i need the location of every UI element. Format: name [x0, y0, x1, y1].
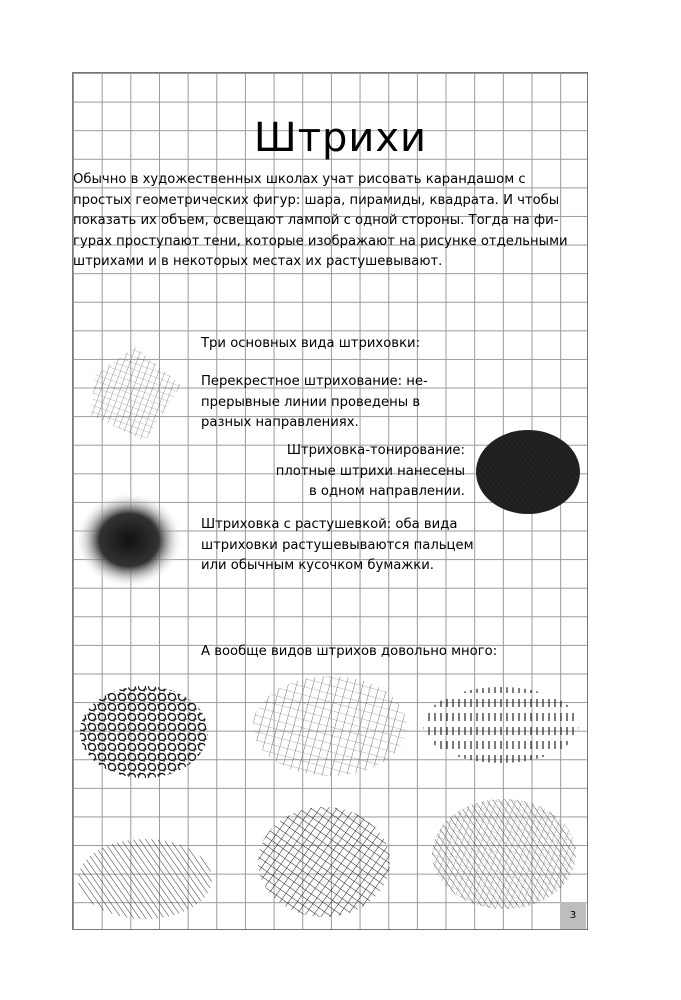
cross-hatching-sample	[85, 345, 185, 445]
text-line: или обычным кусочком бумажки.	[201, 558, 434, 573]
scribble-stroke-sample	[428, 795, 580, 913]
page-title: Штрихи	[253, 114, 428, 161]
intro-line: показать их объем, освещают лампой с одной стороны. Тогда на фи-	[73, 213, 559, 228]
text-line: штриховки растушевываются пальцем	[201, 537, 474, 553]
text-line: разных направлениях.	[201, 415, 359, 430]
light-crosshatch-sample	[250, 672, 410, 780]
hatching-heading: Три основных вида штриховки:	[201, 336, 421, 351]
text-line: в одном направлении.	[308, 484, 465, 499]
text-line: плотные штрихи нанесены	[275, 463, 465, 479]
curl-stroke-sample	[77, 682, 212, 782]
vertical-stroke-sample	[420, 683, 582, 768]
intro-line: простых геометрических фигур: шара, пирамиды, квадрата. И чтобы	[73, 192, 560, 208]
intro-paragraph	[73, 170, 585, 273]
diagonal-stroke-sample	[75, 835, 215, 923]
intro-line: гурах проступают тени, которые изображают на рисунке отдельными	[73, 233, 568, 249]
blend-hatching-text	[201, 515, 474, 577]
text-line: Штриховка с растушевкой: оба вида	[201, 517, 458, 532]
intro-line: штрихами и в некоторых местах их растушевывают.	[73, 254, 443, 269]
many-types-text: А вообще видов штрихов довольно много:	[201, 644, 498, 659]
text-line: Штриховка-тонирование:	[286, 443, 465, 458]
tone-hatching-text	[250, 441, 465, 503]
tone-hatching-sample	[472, 425, 584, 520]
page-number: 3	[560, 902, 586, 929]
text-line: прерывные линии проведены в	[201, 394, 421, 410]
intro-line: Обычно в художественных школах учат рисовать карандашом с	[73, 172, 526, 187]
blended-hatching-sample	[72, 488, 187, 593]
dense-crosshatch-sample	[255, 803, 393, 921]
cross-hatching-text	[201, 372, 428, 434]
text-line: Перекрестное штрихование: не-	[201, 374, 428, 389]
